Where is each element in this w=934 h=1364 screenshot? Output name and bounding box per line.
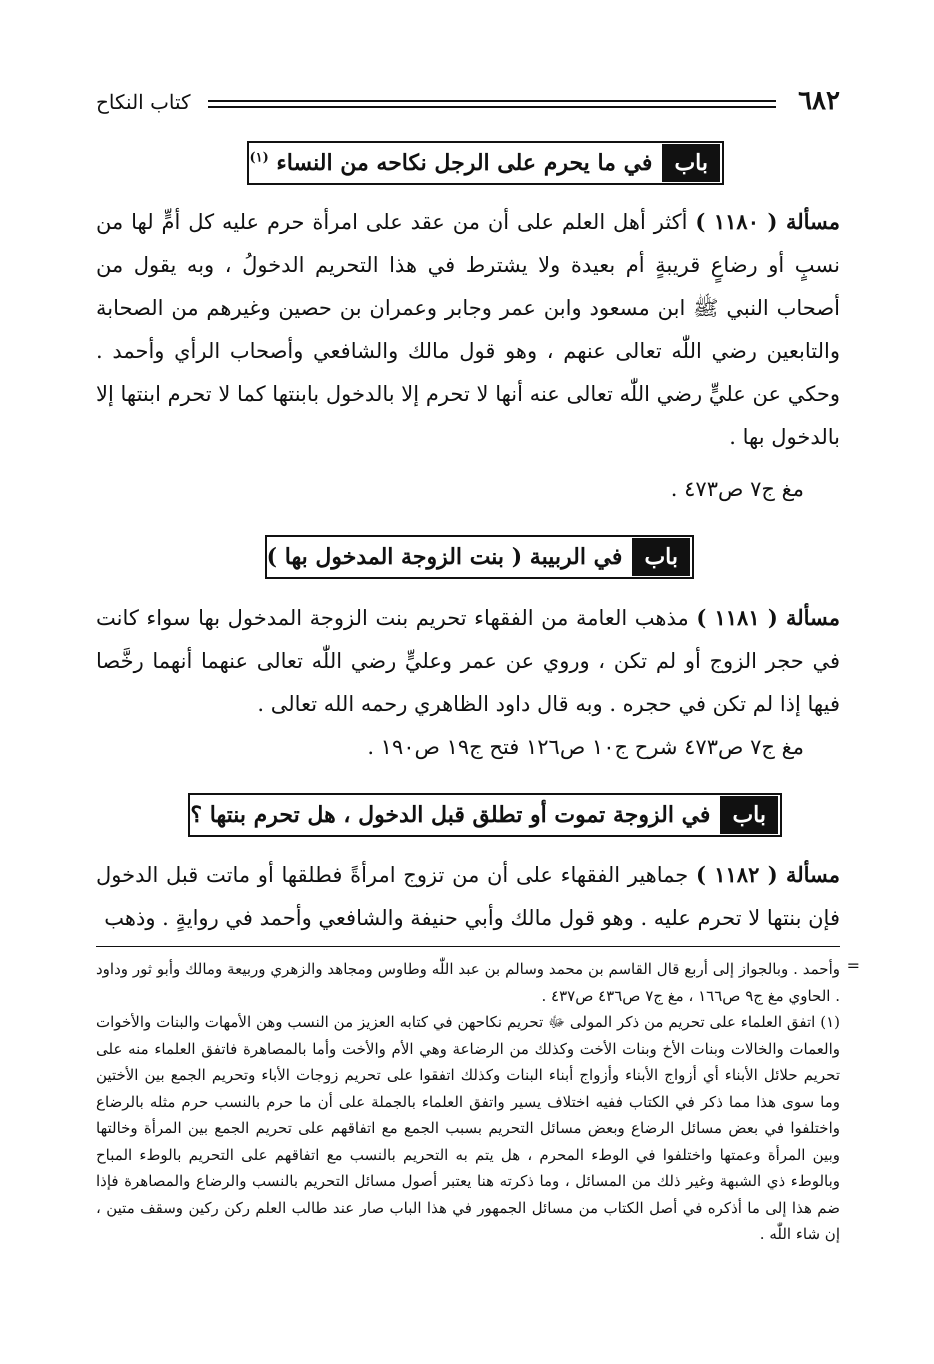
- source-reference: مغ ج٧ ص٤٧٣ شرح ج١٠ ص١٢٦ فتح ج١٩ ص١٩٠ .: [367, 735, 804, 759]
- masala-label: مسألة ( ١١٨٠ ): [695, 209, 840, 234]
- bab-label: باب: [720, 796, 778, 834]
- masala-text: جماهير الفقهاء على أن من تزوج امرأةً فطلقها أو ماتت قبل الدخول فإن بنتها لا تحرم عليه . وهو قول مالك وأبي حنيفة والشافعي وأحمد في روايةٍ . وذهب: [96, 863, 840, 930]
- continuation-mark: =: [846, 956, 860, 975]
- chapter-title: في الربيبة ( بنت الزوجة المدخول بها ): [266, 544, 623, 570]
- bab-label: باب: [662, 144, 720, 182]
- masala-1181: [96, 596, 840, 726]
- chapter-heading-2: [265, 535, 694, 579]
- chapter-heading-3: [188, 793, 782, 837]
- footnotes: [96, 956, 840, 1248]
- chapter-heading-1: [247, 141, 724, 185]
- masala-1182: [96, 853, 840, 940]
- masala-text: أكثر أهل العلم على أن من عقد على امرأة حرم عليه كل أمٍّ لها من نسبٍ أو رضاعٍ قريبةٍ أم بعيدة ولا يشترط في هذا التحريم الدخولُ ، وبه يقول من أصحاب النبي ﷺ ابن مسعود وابن عمر وجابر وعمران بن حصين وغيرهم من الصحابة والتابعين رضي اللّٰه تعالى عنهم ، وهو قول مالك والشافعي وأصحاب الرأي وأحمد . وحكي عن عليٍّ رضي اللّٰه تعالى عنه أنها لا تحرم إلا بالدخول بابنتها كما لا تحرم ابنتها إلا بالدخول بها .: [96, 210, 840, 449]
- footnote-divider: [96, 946, 840, 947]
- footnote-marker: (١): [249, 150, 269, 166]
- chapter-title: في الزوجة تموت أو تطلق قبل الدخول ، هل تحرم بنتها ؟: [190, 802, 711, 828]
- masala-label: مسألة ( ١١٨١ ): [696, 605, 840, 630]
- footnote-continuation: وأحمد . وبالجواز إلى أربع قال القاسم بن محمد وسالم بن عبد اللّٰه وطاوس ومجاهد والزهري وربيعة ومالك وأبو ثور وداود . الحاوي مغ ج٩ ص١٦٦ ، مغ ج٧ ص٤٣٦ ص٤٣٧ .: [96, 960, 840, 1005]
- masala-text: مذهب العامة من الفقهاء تحريم بنت الزوجة المدخول بها سواء كانت في حجر الزوج أو لم تكن ، وروي عن عمر وعليٍّ رضي اللّٰه تعالى عنهما أنهما رخَّصا فيها إذا لم تكن في حجره . وبه قال داود الظاهري رحمه الله تعالى .: [96, 606, 840, 716]
- masala-1180: [96, 200, 840, 459]
- chapter-title: في ما يحرم على الرجل نكاحه من النساء $^{(١)}$: [249, 150, 653, 176]
- footnote-1: (١) اتفق العلماء على تحريم من ذكر المولى ﷻ تحريم نكاحهن في كتابه العزيز من النسب وهن الأمهات والبنات والأخوات والعمات والخالات وبنات الأخ وبنات الأخت وكذلك من الرضاعة وهي الأم والأخت وأما بالمصاهرة فاتفق العلماء منه على تحريم حلائل الأبناء أي أزواج الأبناء وأزواج أبناء البنات وكذلك اتفقوا على تحريم زوجات الأباء وتحريم الجمع بين الأختين وما سوى هذا مما ذكر في الكتاب ففيه اختلاف يسير واتفق العلماء بالجملة على أن ما حرم بالنسب حرم مثله بالرضاع واختلفوا في بعض مسائل الرضاع وبعض مسائل التحريم بسبب الجمع مع اتفاقهم على تحريم الجمع بين المرأة وخالتها وبين المرأة وعمتها واختلفوا في الوطء المحرم ، هل يتم به التحريم بالنسب مع اتفاقهم على التحريم بالوطء المباح وبالوطء ذي الشبهة وغير ذلك من المسائل ، وما ذكرته هنا يعتبر أصول مسائل التحريم بالنسب والرضاع والمصاهرة فإذا ضم هذا إلى ما أذكره في أصل الكتاب من مسائل الجمهور في هذا الباب صار عند طالب العلم ركن ركين وسقف متين ، إن شاء اللّٰه .: [96, 1013, 840, 1243]
- source-reference: مغ ج٧ ص٤٧٣ .: [670, 477, 804, 501]
- page-header: [96, 82, 840, 122]
- bab-label: باب: [632, 538, 690, 576]
- page-number: ٦٨٢: [798, 86, 840, 116]
- masala-label: مسألة ( ١١٨٢ ): [695, 862, 840, 887]
- header-rule: [208, 100, 776, 102]
- running-title: كتاب النكاح: [96, 90, 191, 114]
